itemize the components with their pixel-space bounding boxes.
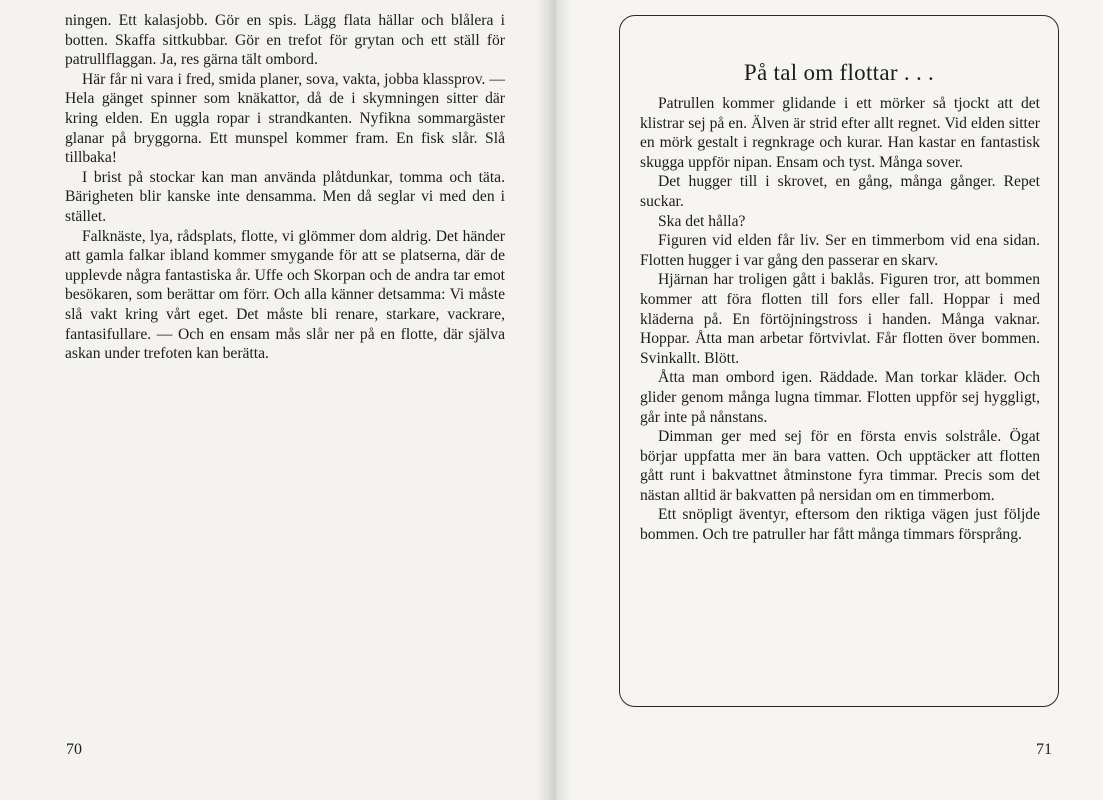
paragraph: Hjärnan har troligen gått i baklås. Figuren tror, att bommen kommer att föra flotten till fors eller fall. Hoppar i med kläderna på. En förtöjningstross i handen. Många vaknar. Hoppar. Åtta man arbetar förtvivlat. Får flotten över bommen. Svinkallt. Blött. bbox=[640, 271, 1040, 367]
page-number-left: 70 bbox=[66, 741, 82, 758]
paragraph: Ska det hålla? bbox=[658, 212, 746, 230]
box-text bbox=[640, 94, 1040, 545]
paragraph: Dimman ger med sej för en första envis solstråle. Ögat börjar uppfatta mer än bara vatten. Och upptäcker att flotten gått runt i bakvattnet åtminstone fyra timmar. Precis som det nästan alltid är bakvatten på nersidan om en timmerbom. bbox=[640, 428, 1040, 504]
paragraph: Här får ni vara i fred, smida planer, sova, vakta, jobba klassprov. — Hela gänget spinner som knäkattor, då de i skymningen sitter där kring elden. En uggla ropar i strandkanten. Nyfikna sommargäster glanar på bryggorna. Ett munspel kommer fram. En fisk slår. Slå tillbaka! bbox=[65, 70, 505, 167]
paragraph: Åtta man ombord igen. Räddade. Man torkar kläder. Och glider genom många lugna timmar. Flotten uppför sej hyggligt, går inte på nånstans. bbox=[640, 369, 1040, 426]
paragraph: Figuren vid elden får liv. Ser en timmerbom vid ena sidan. Flotten hugger i var gång den passerar en skarv. bbox=[640, 232, 1040, 269]
paragraph: ningen. Ett kalasjobb. Gör en spis. Lägg flata hällar och blålera i botten. Skaffa sittkubbar. Gör en trefot för grytan och ett ställ för patrullflaggan. Ja, res gärna tält ombord. bbox=[65, 12, 505, 69]
paragraph: Patrullen kommer glidande i ett mörker så tjockt att det klistrar sej på en. Älven är strid efter allt regnet. Vid elden sitter en mörk gestalt i regnkrage och kurar. Han kastar en fantastisk skugga uppför nipan. Ensam och tyst. Många sover. bbox=[640, 95, 1040, 171]
paragraph: Ett snöpligt äventyr, eftersom den riktiga vägen just följde bommen. Och tre patruller har fått många timmars försprång. bbox=[640, 506, 1040, 544]
paragraph: Falknäste, lya, rådsplats, flotte, vi glömmer dom aldrig. Det händer att gamla falkar ibland kommer smygande för att se platserna, där de upplevde några fantastiska år. Uffe och Skorpan och de andra tar emot besökaren, som berättar om förr. Och alla känner detsamma: Vi måste slå vakt kring vårt eget. Det måste bli renare, starkare, vackrare, fantasifullare. — Och en ensam mås slår ner på en flotte, där själva askan under trefoten kan berätta. bbox=[65, 227, 505, 363]
paragraph: I brist på stockar kan man använda plåtdunkar, tomma och täta. Bärigheten blir kanske inte densamma. Men då seglar vi med den i stället. bbox=[65, 168, 505, 225]
paragraph: Det hugger till i skrovet, en gång, många gånger. Repet suckar. bbox=[640, 173, 1040, 210]
left-page-text bbox=[65, 11, 505, 364]
box-title: På tal om flottar . . . bbox=[743, 60, 935, 85]
page-number-right: 71 bbox=[1036, 741, 1052, 758]
sidebar-box bbox=[619, 15, 1059, 707]
